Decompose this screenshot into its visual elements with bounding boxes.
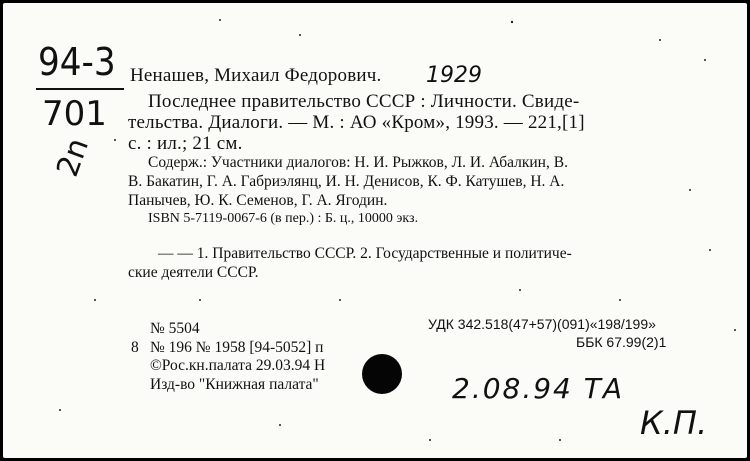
- book-chamber-line: ©Рос.кн.палата 29.03.94 Н: [150, 357, 326, 374]
- handwritten-year: 1929: [426, 63, 482, 88]
- contents-line-2: В. Бакатин, Г. А. Габриэлянц, И. Н. Денисов, К. Ф. Катушев, Н. А.: [128, 173, 565, 190]
- contents-line-1: Содерж.: Участники диалогов: Н. И. Рыжков, Л. И. Абалкин, В.: [148, 154, 568, 171]
- title-line-1: Последнее правительство СССР : Личности. Свиде-: [148, 91, 580, 112]
- isbn-line: ISBN 5-7119-0067-6 (в пер.) : Б. ц., 10000 экз.: [148, 211, 419, 226]
- record-prefix: 8: [131, 339, 139, 356]
- title-line-3: с. : ил.; 21 см.: [128, 133, 243, 154]
- bbk-code: ББК 67.99(2)1: [576, 334, 667, 350]
- record-numbers-line: № 196 № 1958 [94-5052] п: [150, 339, 324, 356]
- subjects-line-1: — — 1. Правительство СССР. 2. Государственные и политиче-: [158, 245, 572, 262]
- contents-line-3: Панычев, Ю. К. Семенов, Г. А. Ягодин.: [128, 192, 388, 209]
- publisher-line: Изд-во "Книжная палата": [150, 376, 319, 393]
- record-number: № 5504: [150, 320, 200, 337]
- subjects-line-2: ские деятели СССР.: [128, 264, 259, 281]
- udk-code: УДК 342.518(47+57)(091)«198/199»: [428, 316, 656, 332]
- title-line-2: тельства. Диалоги. — М. : АО «Кром», 1993. — 221,[1]: [128, 112, 585, 133]
- author-heading: Ненашев, Михаил Федорович.: [130, 65, 382, 86]
- handwritten-date-note: 2.08.94 ТА: [452, 372, 625, 405]
- handwritten-corner-mark: К.П.: [640, 404, 708, 442]
- handwritten-side-mark: 2n: [50, 133, 97, 182]
- handwritten-call-number-bottom: 701: [42, 94, 107, 134]
- handwritten-call-number-top: 94-3: [38, 40, 116, 84]
